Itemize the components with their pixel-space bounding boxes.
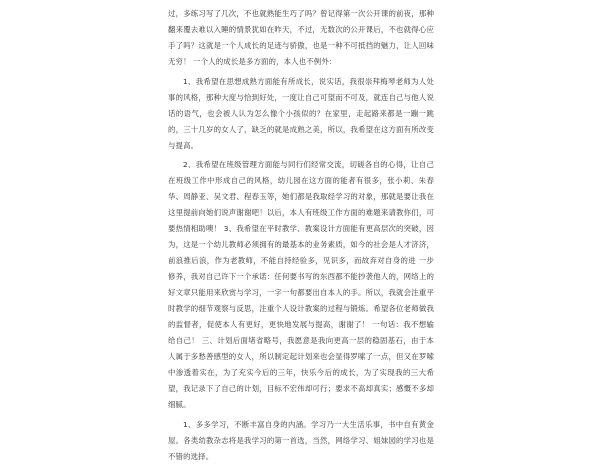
- paragraph-study-more: 1、多多学习，不断丰富自身的内涵。学习乃一大生活乐事，书中自有黄金屋。各类幼教杂志将是我学习的第一首选，当然，网络学习、姐妹园的学习也是不错的选择。: [168, 419, 434, 461]
- paragraph-hope-class-management: 2、我希望在班级管理方面能与同行们经常交流，切磋各自的心得，让自己在班级工作中形成自己的风格，幼儿园在这方面的能者有很多，张小莉、朱春华、周静亚、吴文君、程春玉等，她们都是我取经学习的对象，那就是要让我在这里提前向她们说声谢谢吧！以后，本人有班级工作方面的难题来请教你们，可要热情相助噢！ 3、我希望在平时教学、教案设计方面能有更高层次的突破，因为，这是一个幼儿教师必须拥有的最基本的业务素质，如今的社会是人才济济，前浪推后浪，作为老教师，不能自持经验多，见识多，而故弃对自身的进 一步修养，我对自己许下一个承诺：任何要书写的东西都不能抄袭他人的，网络上的好文章只能用来欣赏与学习，一字一句都要出自本人的手。所以，我就会注重平时教学的细节观察与反思，注重个人设计教案的过程与锻炼。希望各位老师做我的监督者，促使本人有更好，更快地发展与提高，谢谢了！ 一句话：我不想输给自己！ 三、计划后面堵省略号，我愿意是我向更高一层的稳固基石，由于本人属于多愁善感型的女人，所以制定起计划来也会显得罗嗦了一点，但又在罗嗦中渗透着实在，为了充实今后的三年，快乐今后的成长，为了实现我的三大希望，我记录下了自己的计划，目标不宏伟却可行；要求不高却真实；感慨不多却细腻。: [168, 160, 434, 409]
- paragraph-intro: 过，多练习写了几次，不也就熟能生巧了吗？曾记得第一次公开课的前夜，那种翻来覆去难以入睡的情景犹如在昨天，不过，无数次的公开课后，不也就得心应手了吗？这就是一个人成长的足迹与骄傲，也是一种不可抵挡的魅力，让人回味无穷！ 一个人的成长是多方面的，本人也不例外：: [168, 9, 434, 66]
- paragraph-hope-maturity: 1、我希望在思想成熟方面能有所成长，说实话，我很崇拜梅琴老师为人处事的风格，那种大度与恰到好处，一度让自己可望而不可及，就连自己与他人说话的语气，也会被人认为怎么像个小孩似的？在家里，走起路来都是一蹦一跳的，三十几岁的女人了，缺乏的就是成熟之美，所以，我希望在这方面有所改变与提高。: [168, 76, 434, 150]
